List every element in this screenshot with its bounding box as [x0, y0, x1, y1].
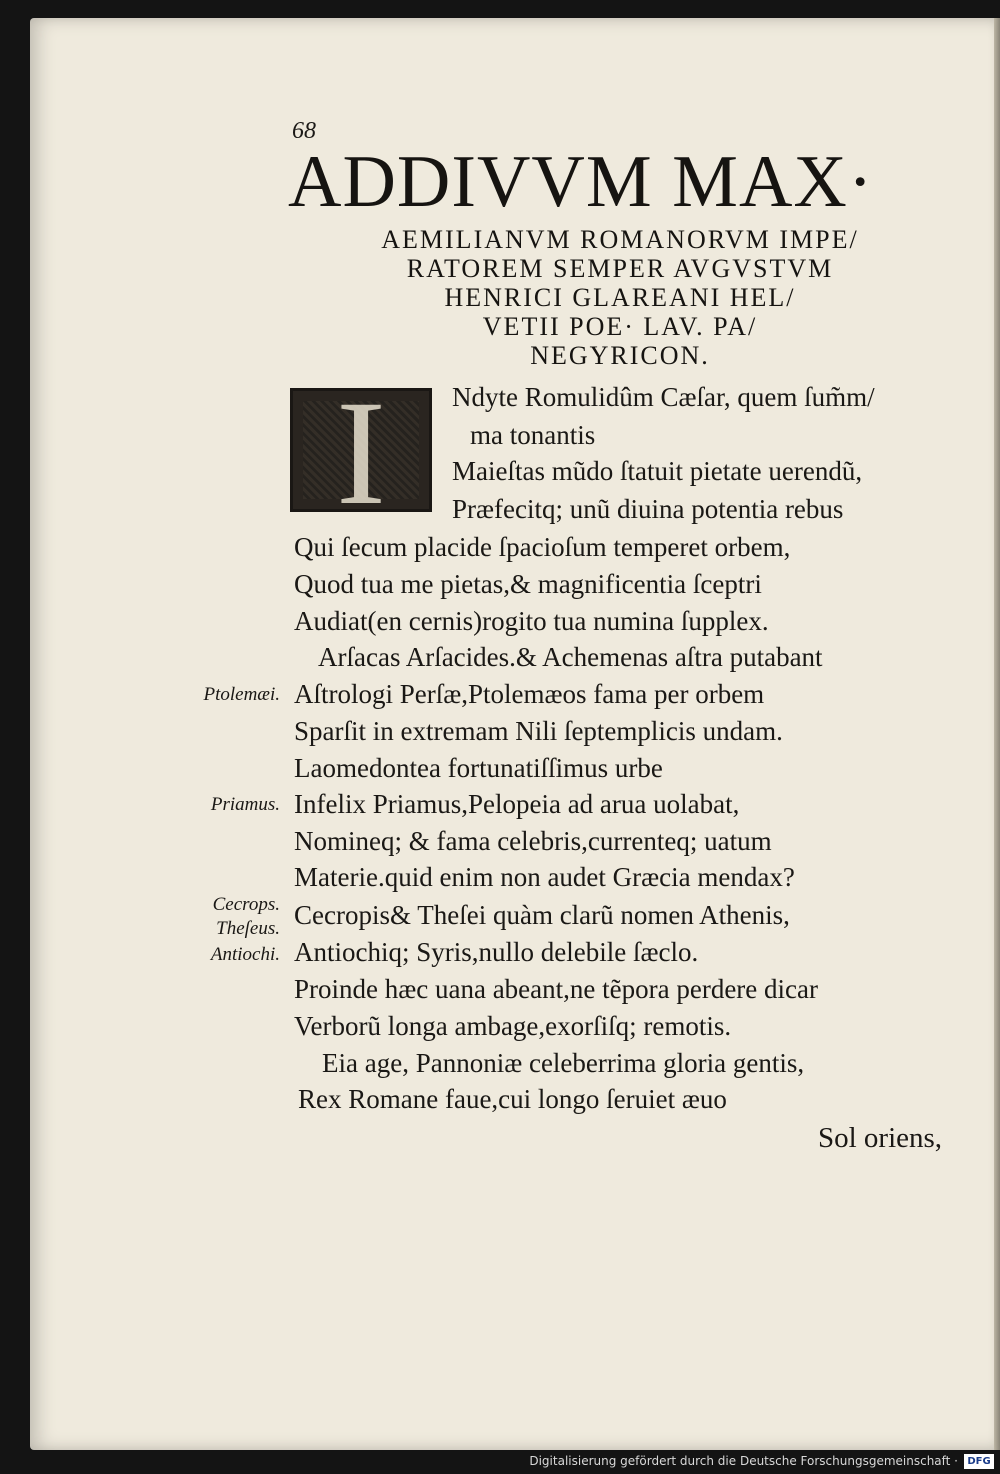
verse-line: Antiochiq; Syris,nullo delebile ſæclo.: [294, 937, 699, 967]
margin-note: Cecrops.: [212, 894, 280, 915]
subtitle-line: RATOREM SEMPER AVGVSTVM: [406, 254, 834, 283]
footer-bar: [0, 1450, 1000, 1474]
verse-line: Qui ſecum placide ſpacioſum temperet orbem,: [294, 532, 791, 562]
verse-line: Infelix Priamus,Pelopeia ad arua uolabat,: [294, 789, 740, 819]
verse-line: Quod tua me pietas,& magnificentia ſceptri: [294, 569, 762, 599]
subtitle-block: [300, 225, 940, 370]
verse-line: Materie.quid enim non audet Græcia mendax?: [294, 862, 795, 892]
verse-line: Audiat(en cernis)rogito tua numina ſupplex.: [294, 606, 769, 636]
footer-credit: Digitalisierung gefördert durch die Deutsche Forschungsgemeinschaft ·: [529, 1454, 958, 1468]
catchword: Sol oriens,: [818, 1122, 943, 1154]
verse-line: Maieſtas mũdo ſtatuit pietate uerendũ,: [452, 456, 863, 486]
verse-line: Cecropis& Theſei quàm clarũ nomen Athenis,: [294, 900, 790, 930]
margin-note: Ptolemæi.: [203, 684, 280, 705]
page-edge: [994, 18, 1000, 1450]
subtitle-line: VETII POE· LAV. PA/: [482, 312, 758, 341]
verse-line: Sparſit in extremam Nili ſeptemplicis undam.: [294, 716, 783, 746]
subtitle-line: HENRICI GLAREANI HEL/: [444, 283, 796, 312]
verse-line: Arſacas Arſacides.& Achemenas aſtra putabant: [318, 642, 823, 672]
margin-note: Antiochi.: [210, 944, 280, 965]
subtitle-line: NEGYRICON.: [530, 341, 710, 370]
dfg-logo: DFG: [964, 1454, 994, 1469]
verse-line: Proinde hæc uana abeant,ne tẽpora perdere dicar: [294, 974, 818, 1004]
verse-line: Rex Romane faue,cui longo ſeruiet æuo: [298, 1084, 727, 1114]
margin-note: Theſeus.: [216, 918, 280, 939]
margin-note: Priamus.: [210, 794, 280, 815]
verse-line: ma tonantis: [470, 420, 596, 450]
verse-line: Aſtrologi Perſæ,Ptolemæos fama per orbem: [294, 679, 765, 709]
initial-letter: I: [336, 388, 386, 512]
subtitle-line: AEMILIANVM ROMANORVM IMPE/: [381, 225, 859, 254]
verse-line: Nomineq; & fama celebris,currenteq; uatum: [294, 826, 772, 856]
page-title: ADDIVVM MAX·: [288, 141, 874, 223]
verse-line: Eia age, Pannoniæ celeberrima gloria gentis,: [322, 1048, 805, 1078]
verse-line: Præfecitq; unũ diuina potentia rebus: [452, 494, 844, 524]
verse-line: Ndyte Romulidûm Cæſar, quem ſum̃m/: [452, 382, 875, 412]
verse-line: Laomedontea fortunatiſſimus urbe: [294, 753, 663, 783]
page-number: 68: [292, 118, 316, 144]
decorated-initial: [290, 388, 432, 512]
verse-line: Verborũ longa ambage,exorſiſq; remotis.: [294, 1011, 732, 1041]
